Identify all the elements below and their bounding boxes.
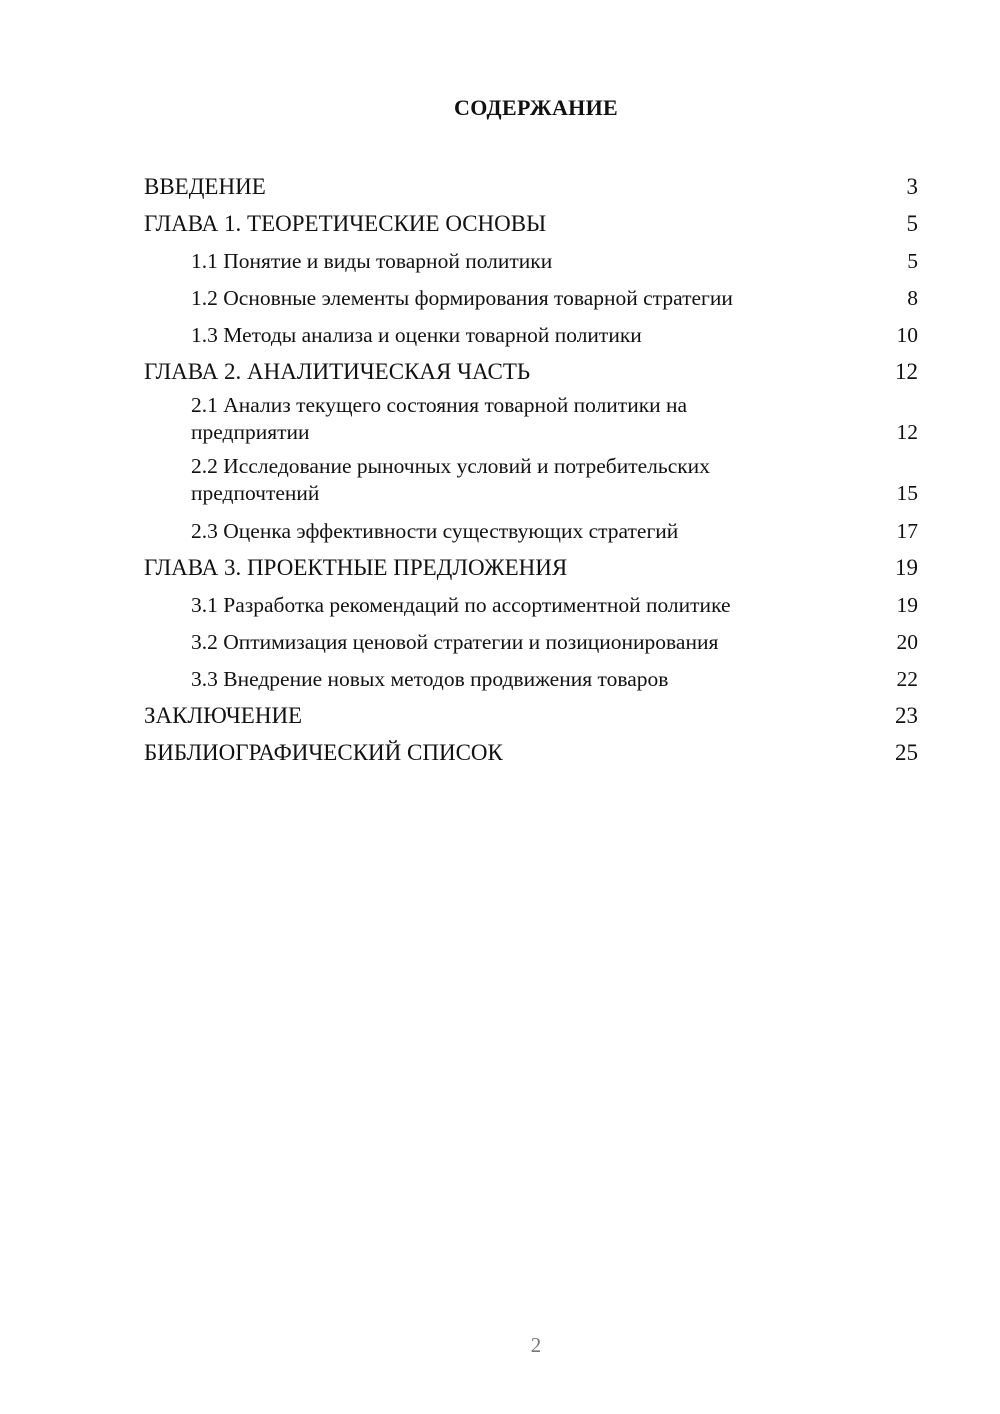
toc-entry-page: 8	[907, 285, 918, 310]
toc-entry-text: ГЛАВА 2. АНАЛИТИЧЕСКАЯ ЧАСТЬ	[144, 358, 531, 384]
table-of-contents	[144, 168, 918, 771]
toc-entry-text: 1.3 Методы анализа и оценки товарной политики	[191, 322, 642, 347]
toc-entry-bibliography[interactable]	[144, 734, 918, 771]
toc-entry-text: 3.3 Внедрение новых методов продвижения товаров	[191, 666, 669, 691]
toc-entry-page: 12	[896, 420, 918, 444]
toc-entry-introduction[interactable]	[144, 168, 918, 205]
toc-entry-page: 19	[895, 554, 918, 580]
toc-entry-page: 20	[896, 629, 918, 654]
toc-entry-chapter-3[interactable]	[144, 549, 918, 586]
toc-entry-text: 2.3 Оценка эффективности существующих стратегий	[191, 518, 679, 543]
toc-entry-section-3-1[interactable]	[144, 586, 918, 623]
toc-entry-text: 3.1 Разработка рекомендаций по ассортиментной политике	[191, 592, 731, 617]
toc-entry-text: 2.2 Исследование рыночных условий и потребительских предпочтений	[191, 454, 710, 505]
toc-entry-text: 1.1 Понятие и виды товарной политики	[191, 248, 553, 273]
toc-entry-section-1-3[interactable]	[144, 316, 918, 353]
toc-entry-page: 22	[896, 666, 918, 691]
toc-entry-page: 25	[895, 739, 918, 765]
toc-entry-section-3-2[interactable]	[144, 623, 918, 660]
toc-entry-chapter-1[interactable]	[144, 205, 918, 242]
toc-entry-text: ЗАКЛЮЧЕНИЕ	[144, 702, 303, 728]
toc-entry-page: 12	[895, 358, 918, 384]
toc-entry-text: БИБЛИОГРАФИЧЕСКИЙ СПИСОК	[144, 739, 503, 765]
toc-entry-conclusion[interactable]	[144, 697, 918, 734]
toc-entry-text: ГЛАВА 3. ПРОЕКТНЫЕ ПРЕДЛОЖЕНИЯ	[144, 554, 568, 580]
toc-entry-page: 3	[906, 173, 918, 199]
toc-entry-section-2-2[interactable]	[144, 451, 918, 512]
toc-entry-text: ВВЕДЕНИЕ	[144, 173, 266, 199]
toc-entry-page: 17	[896, 518, 918, 543]
toc-entry-section-1-2[interactable]	[144, 279, 918, 316]
toc-entry-page: 5	[906, 210, 918, 236]
toc-entry-section-1-1[interactable]	[144, 242, 918, 279]
toc-entry-text: 2.1 Анализ текущего состояния товарной политики на предприятии	[191, 393, 688, 444]
toc-entry-page: 19	[896, 592, 918, 617]
toc-entry-text: 1.2 Основные элементы формирования товарной стратегии	[191, 285, 733, 310]
toc-entry-page: 15	[896, 481, 918, 505]
toc-entry-page: 23	[895, 702, 918, 728]
toc-entry-section-3-3[interactable]	[144, 660, 918, 697]
toc-entry-section-2-1[interactable]	[144, 390, 918, 451]
toc-entry-chapter-2[interactable]	[144, 353, 918, 390]
page-title: СОДЕРЖАНИЕ	[454, 95, 618, 120]
toc-entry-page: 10	[896, 322, 918, 347]
toc-entry-text: ГЛАВА 1. ТЕОРЕТИЧЕСКИЕ ОСНОВЫ	[144, 210, 547, 236]
toc-entry-page: 5	[907, 248, 918, 273]
toc-entry-section-2-3[interactable]	[144, 512, 918, 549]
page-number: 2	[530, 1333, 542, 1357]
toc-entry-text: 3.2 Оптимизация ценовой стратегии и позиционирования	[191, 629, 719, 654]
